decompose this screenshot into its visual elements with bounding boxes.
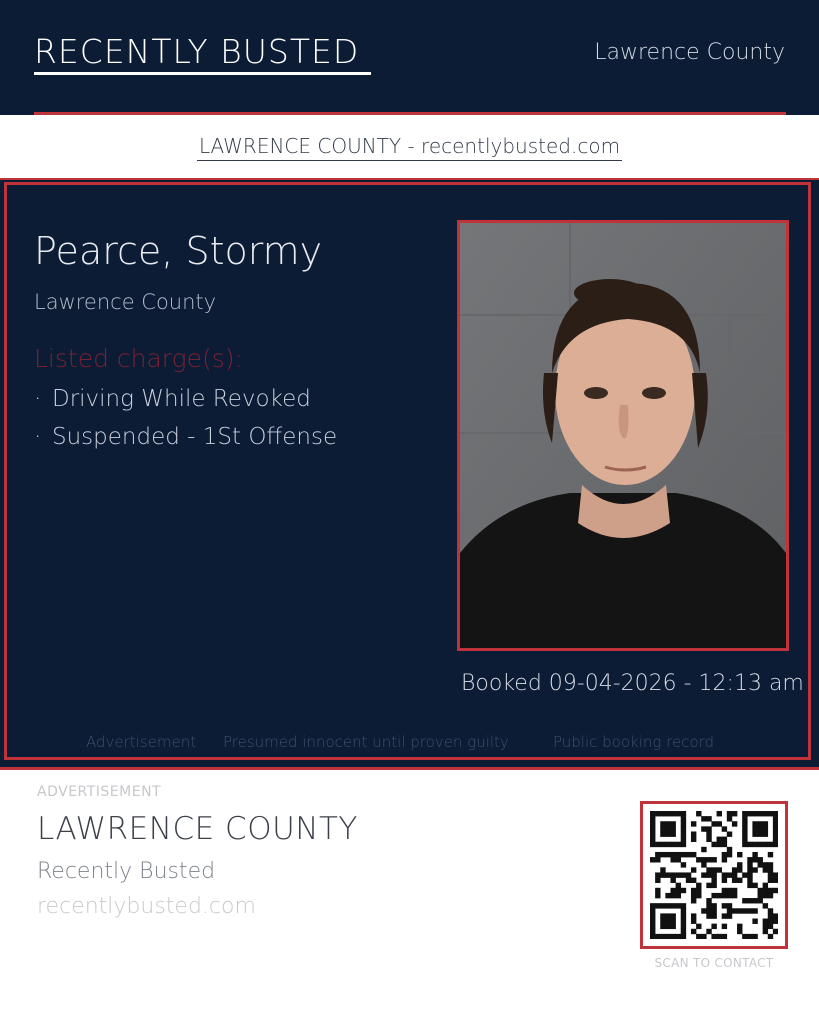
ad-url-link[interactable]: recentlybusted.com bbox=[37, 894, 256, 919]
mugshot-photo bbox=[457, 220, 789, 651]
scan-label: SCAN TO CONTACT bbox=[654, 956, 774, 970]
county-site-link[interactable] bbox=[0, 132, 819, 160]
mugshot-image bbox=[460, 223, 786, 648]
qr-code-icon bbox=[650, 811, 778, 939]
charges-heading: Listed charge(s): bbox=[34, 344, 243, 373]
county-site-link-text[interactable]: LAWRENCE COUNTY - recentlybusted.com bbox=[197, 134, 622, 161]
card-top-border bbox=[0, 178, 819, 180]
charge-text: Driving While Revoked bbox=[52, 386, 311, 412]
person-name: Pearce, Stormy bbox=[34, 229, 323, 273]
brand-underline bbox=[34, 72, 371, 75]
bullet-icon: · bbox=[34, 386, 42, 412]
booking-timestamp: Booked 09-04-2026 - 12:13 am bbox=[461, 671, 804, 696]
card-bottom-border bbox=[0, 767, 819, 770]
qr-code[interactable] bbox=[640, 801, 788, 949]
header-county-link[interactable]: Lawrence County bbox=[594, 40, 785, 65]
site-brand-logo[interactable]: RECENTLY BUSTED bbox=[34, 32, 360, 71]
ad-label: ADVERTISEMENT bbox=[37, 784, 162, 800]
charge-item bbox=[34, 422, 337, 452]
bullet-icon: · bbox=[34, 424, 42, 450]
footnote-presumed-innocent: Presumed innocent until proven guilty bbox=[223, 733, 509, 751]
footnote-advertisement: Advertisement bbox=[86, 733, 197, 751]
charge-text: Suspended - 1St Offense bbox=[52, 424, 338, 450]
ad-title: LAWRENCE COUNTY bbox=[37, 811, 358, 847]
person-county: Lawrence County bbox=[34, 290, 217, 314]
ad-subtitle: Recently Busted bbox=[37, 859, 216, 884]
footnote-public-record: Public booking record bbox=[553, 733, 715, 751]
charge-item bbox=[34, 384, 311, 414]
